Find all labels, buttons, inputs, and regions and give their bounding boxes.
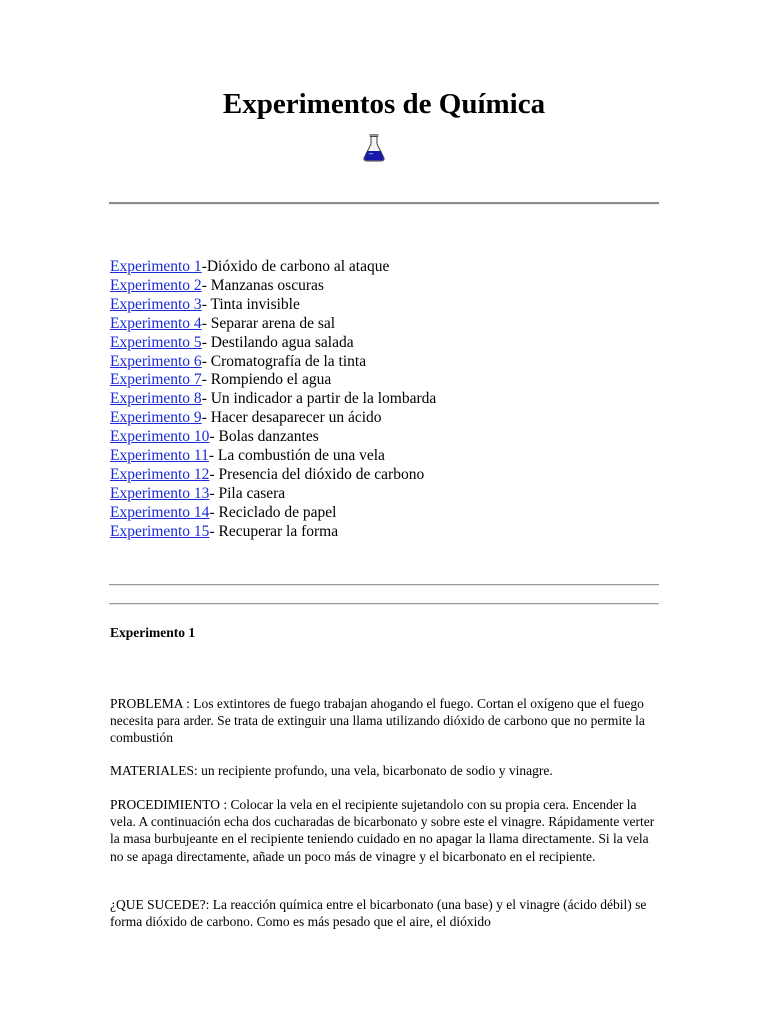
list-item <box>110 315 436 334</box>
problema-paragraph: PROBLEMA : Los extintores de fuego trabajan ahogando el fuego. Cortan el oxígeno que el fuego necesita para arder. Se trata de extinguir una llama utilizando dióxido de carbono que no permite la combustión <box>110 696 645 746</box>
materiales-paragraph: MATERIALES: un recipiente profundo, una vela, bicarbonato de sodio y vinagre. <box>110 763 553 778</box>
list-item <box>110 504 436 523</box>
section-heading: Experimento 1 <box>110 625 196 640</box>
list-item <box>110 485 436 504</box>
list-item <box>110 296 436 315</box>
experiment-10-description: - Bolas danzantes <box>209 428 319 446</box>
list-item <box>110 409 436 428</box>
list-item <box>110 466 436 485</box>
experiment-2-link[interactable]: Experimento 2 <box>110 276 202 294</box>
list-item <box>110 390 436 409</box>
experiment-7-link[interactable]: Experimento 7 <box>110 371 202 389</box>
experiment-3-description: - Tinta invisible <box>201 295 300 313</box>
experiment-9-description: - Hacer desaparecer un ácido <box>201 409 382 427</box>
experiment-8-link[interactable]: Experimento 8 <box>110 390 202 408</box>
experiment-11-link[interactable]: Experimento 11 <box>110 447 209 465</box>
list-item <box>110 523 436 542</box>
divider-middle-2 <box>109 603 659 605</box>
list-item <box>110 371 436 390</box>
experiment-1-description: -Dióxido de carbono al ataque <box>201 258 390 275</box>
experiment-15-link[interactable]: Experimento 15 <box>110 522 210 540</box>
que-sucede-paragraph: ¿QUE SUCEDE?: La reacción química entre el bicarbonato (una base) y el vinagre (ácido débil) se forma dióxido de carbono. Como es más pesado que el aire, el dióxido <box>110 897 647 930</box>
list-item <box>110 334 436 353</box>
procedimiento-paragraph: PROCEDIMIENTO : Colocar la vela en el recipiente sujetandolo con su propia cera. Encender la vela. A continuación echa dos cucharadas de bicarbonato y sobre este el vinagre. Rápidamente verter la masa burbujeante en el recipiente teniendo cuidado en no apagar la llama directamente. Si la vela no se apaga directamente, añade un poco más de vinagre y el bicarbonato en el recipiente. <box>110 797 655 864</box>
experiment-5-description: - Destilando agua salada <box>201 333 354 351</box>
list-item <box>110 447 436 466</box>
flask-icon <box>362 134 386 162</box>
experiment-13-description: - Pila casera <box>209 484 286 502</box>
experiment-13-link[interactable]: Experimento 13 <box>110 484 210 502</box>
experiment-6-link[interactable]: Experimento 6 <box>110 352 202 370</box>
experiment-15-description: - Recuperar la forma <box>209 522 339 540</box>
experiment-10-link[interactable]: Experimento 10 <box>110 428 210 446</box>
experiment-8-description: - Un indicador a partir de la lombarda <box>201 390 437 408</box>
experiment-4-description: - Separar arena de sal <box>201 314 336 332</box>
list-item <box>110 428 436 447</box>
list-item <box>110 277 436 296</box>
experiment-12-description: - Presencia del dióxido de carbono <box>209 465 425 483</box>
experiment-6-description: - Cromatografía de la tinta <box>201 352 367 370</box>
experiment-3-link[interactable]: Experimento 3 <box>110 295 202 313</box>
list-item <box>110 258 436 277</box>
experiment-index <box>110 258 436 542</box>
page-title: Experimentos de Química <box>222 88 546 120</box>
experiment-11-description: - La combustión de una vela <box>208 447 385 465</box>
experiment-4-link[interactable]: Experimento 4 <box>110 314 202 332</box>
experiment-14-description: - Reciclado de papel <box>209 503 337 521</box>
experiment-14-link[interactable]: Experimento 14 <box>110 503 210 521</box>
divider-top <box>109 202 659 205</box>
experiment-2-description: - Manzanas oscuras <box>201 276 324 294</box>
experiment-9-link[interactable]: Experimento 9 <box>110 409 202 427</box>
experiment-1-link[interactable]: Experimento 1 <box>110 258 202 275</box>
experiment-7-description: - Rompiendo el agua <box>201 371 332 389</box>
list-item <box>110 353 436 372</box>
experiment-5-link[interactable]: Experimento 5 <box>110 333 202 351</box>
experiment-12-link[interactable]: Experimento 12 <box>110 465 210 483</box>
divider-middle-1 <box>109 584 659 586</box>
